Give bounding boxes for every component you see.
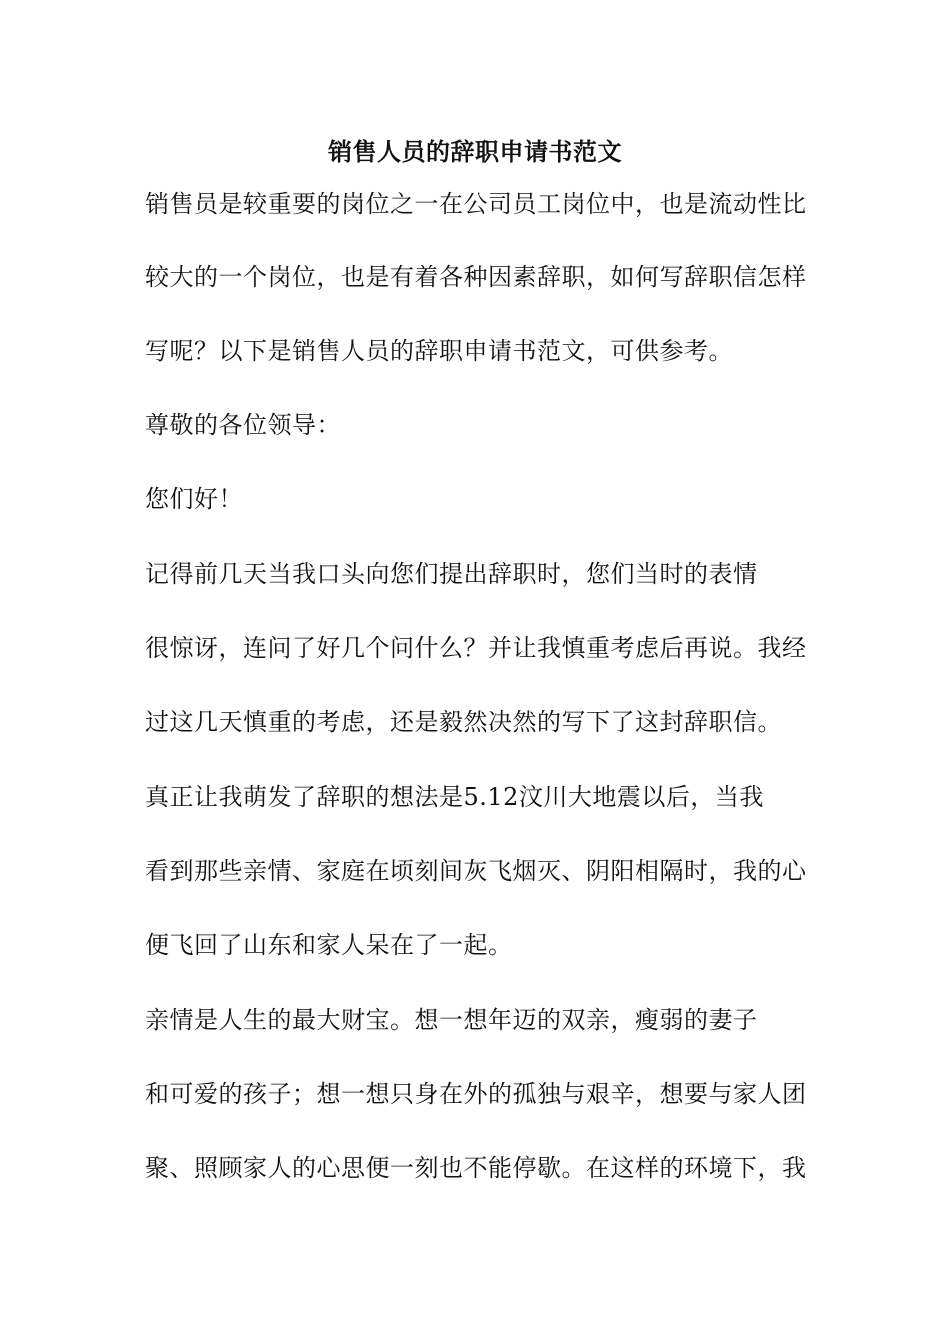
document-title: 销售人员的辞职申请书范文 <box>328 137 622 166</box>
paragraph-line: 过这几天慎重的考虑，还是毅然决然的写下了这封辞职信。 <box>145 708 782 736</box>
paragraph-line: 销售员是较重要的岗位之一在公司员工岗位中，也是流动性比 <box>145 190 807 218</box>
paragraph-line: 看到那些亲情、家庭在顷刻间灰飞烟灭、阴阳相隔时，我的心 <box>145 857 807 885</box>
paragraph-line: 便飞回了山东和家人呆在了一起。 <box>145 931 513 959</box>
salutation-line: 尊敬的各位领导： <box>145 411 341 439</box>
greeting-line: 您们好！ <box>145 485 243 513</box>
paragraph-line: 亲情是人生的最大财宝。想一想年迈的双亲，瘦弱的妻子 <box>145 1006 758 1034</box>
paragraph-line: 写呢？以下是销售人员的辞职申请书范文，可供参考。 <box>145 337 733 365</box>
paragraph-line: 聚、照顾家人的心思便一刻也不能停歇。在这样的环境下，我 <box>145 1154 807 1182</box>
paragraph-line: 真正让我萌发了辞职的想法是5.12汶川大地震以后，当我 <box>145 783 764 811</box>
paragraph-line: 记得前几天当我口头向您们提出辞职时，您们当时的表情 <box>145 560 758 588</box>
paragraph-line: 很惊讶，连问了好几个问什么？并让我慎重考虑后再说。我经 <box>145 634 807 662</box>
paragraph-line: 较大的一个岗位，也是有着各种因素辞职，如何写辞职信怎样 <box>145 263 807 291</box>
paragraph-line: 和可爱的孩子；想一想只身在外的孤独与艰辛，想要与家人团 <box>145 1080 807 1108</box>
